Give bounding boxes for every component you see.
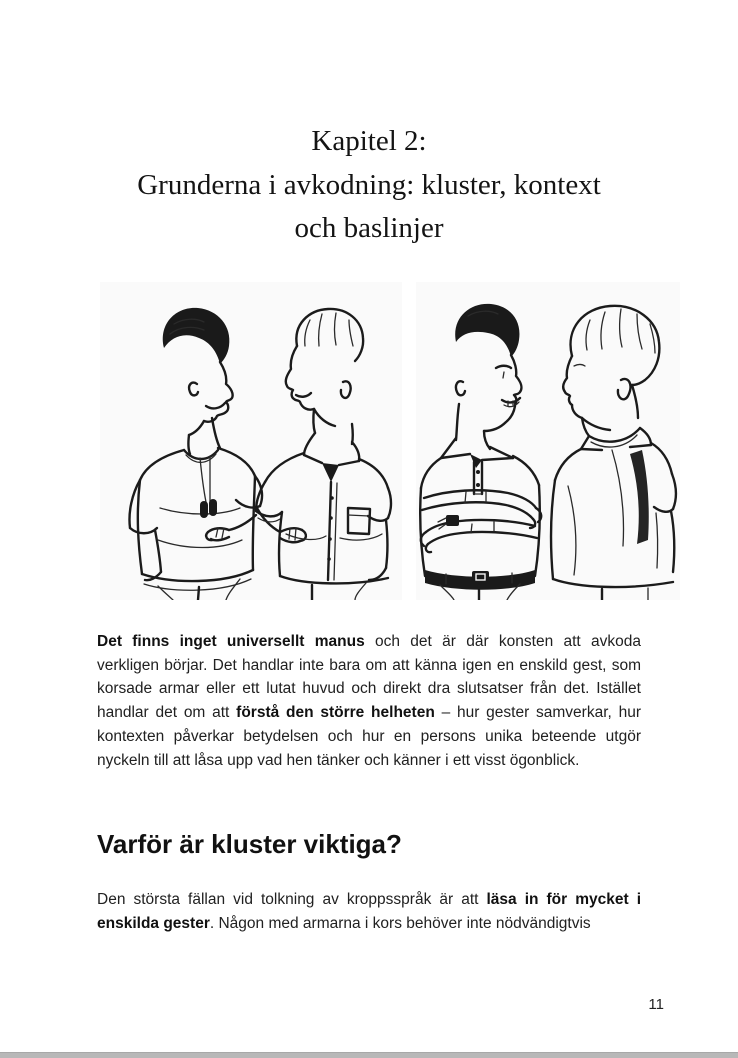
chapter-title-line-1: Kapitel 2:: [311, 125, 427, 157]
bold-reading-too-much: läsa in för mycket i enskilda gester: [97, 891, 642, 932]
paragraph-no-universal-script: [97, 630, 641, 772]
chapter-title-line-3: och baslinjer: [294, 212, 444, 244]
chapter-title: [0, 120, 738, 251]
paragraph1-text-a: och det är där konsten att avkoda verkligen börjar. Det handlar inte bara om att känna igen en enskild gest, som korsade armar eller ett lutat huvud och direkt dra slutsatser från det. Istället handlar det om att: [97, 633, 641, 722]
illustration-row: [100, 282, 680, 600]
section-heading-why-clusters: Varför är kluster viktiga?: [97, 829, 402, 859]
page-bottom-edge: [0, 1052, 738, 1058]
chapter-title-line-2: Grunderna i avkodning: kluster, kontext: [137, 168, 601, 201]
paragraph-biggest-pitfall: [97, 888, 641, 935]
illustration-crossed-arms-conversation: [416, 282, 680, 600]
paragraph2-text-b: . Någon med armarna i kors behöver inte nödvändigtvis: [209, 914, 591, 932]
paragraph1-text-b: – hur gester samverkar, hur kontexten påverkar betydelsen och hur en persons unika beteende utgör nyckeln till att låsa upp vad hen tänker och känner i ett visst ögonblick.: [97, 704, 641, 769]
illustration-friendly-conversation: [100, 282, 402, 600]
paragraph2-text-a: Den största fällan vid tolkning av kroppsspråk är att: [97, 891, 487, 908]
bold-no-universal-script: Det finns inget universellt manus: [97, 633, 365, 650]
bold-bigger-picture: förstå den större helheten: [236, 704, 435, 722]
page-number: 11: [648, 996, 664, 1013]
